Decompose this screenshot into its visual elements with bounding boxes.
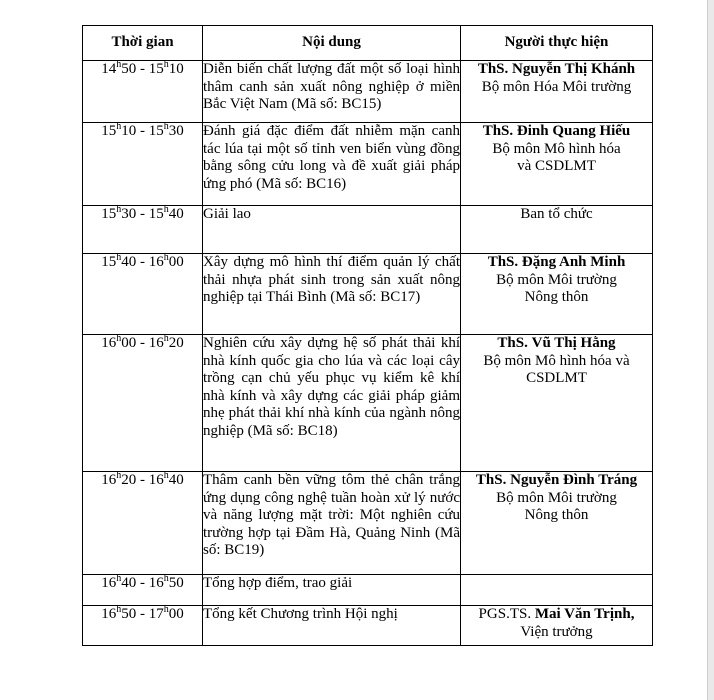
end-hour: 15 xyxy=(148,61,164,77)
table-row xyxy=(83,575,653,606)
person-cell xyxy=(461,254,653,335)
person-title: ThS. xyxy=(475,472,507,488)
start-hour: 16 xyxy=(101,335,117,351)
time-separator: - xyxy=(136,472,149,488)
person-cell xyxy=(461,206,653,254)
person-cell xyxy=(461,123,653,206)
start-minute: 40 xyxy=(121,254,137,270)
end-hour-suffix: h xyxy=(163,604,169,615)
person-line xyxy=(461,606,652,624)
person-title: ThS. xyxy=(477,61,509,77)
header-content: Nội dung xyxy=(203,26,461,61)
person-title: ThS. xyxy=(497,335,528,351)
content-cell: Đánh giá đặc điểm đất nhiễm mặn canh tác lúa tại một số tỉnh ven biển vùng đồng bằng sông cửu long và đề xuất giải pháp ứng phó (Mã số: BC16) xyxy=(203,123,461,206)
person-line xyxy=(461,335,652,353)
end-hour-suffix: h xyxy=(163,252,169,263)
start-hour-suffix: h xyxy=(116,604,122,615)
end-hour: 15 xyxy=(148,206,164,222)
time-cell xyxy=(83,123,203,206)
table-row xyxy=(83,606,653,646)
start-hour-suffix: h xyxy=(116,204,122,215)
content-cell: Xây dựng mô hình thí điểm quản lý chất thải nhựa phát sinh trong sản xuất nông nghiệp tại Thái Bình (Mã số: BC17) xyxy=(203,254,461,335)
time-cell xyxy=(83,61,203,123)
content-cell: Giải lao xyxy=(203,206,461,254)
time-cell xyxy=(83,254,203,335)
affiliation-line: Ban tổ chức xyxy=(520,206,593,222)
start-hour: 15 xyxy=(101,254,117,270)
person-cell xyxy=(461,472,653,575)
end-minute: 40 xyxy=(168,472,184,488)
person-name: Đặng Anh Minh xyxy=(521,254,626,270)
start-hour-suffix: h xyxy=(116,59,122,70)
schedule-body xyxy=(83,61,653,646)
person-cell xyxy=(461,335,653,472)
affiliation-line: Nông thôn xyxy=(524,507,589,524)
end-minute: 50 xyxy=(168,575,184,591)
start-hour-suffix: h xyxy=(116,470,122,481)
start-hour: 15 xyxy=(101,123,117,139)
end-hour: 16 xyxy=(148,472,164,488)
affiliation-line: Viện trưởng xyxy=(520,623,593,640)
end-minute: 30 xyxy=(168,123,184,139)
table-row xyxy=(83,123,653,206)
schedule-table xyxy=(82,25,653,646)
time-cell xyxy=(83,606,203,646)
affiliation-line: Bộ môn Môi trường xyxy=(496,271,617,288)
end-minute: 00 xyxy=(168,606,184,622)
end-hour-suffix: h xyxy=(163,573,169,584)
affiliation-line: Bộ môn Mô hình hóa và xyxy=(483,352,630,369)
end-hour: 15 xyxy=(148,123,164,139)
start-minute: 50 xyxy=(121,61,137,77)
time-separator: - xyxy=(136,335,149,351)
start-hour: 14 xyxy=(101,61,117,77)
start-hour-suffix: h xyxy=(116,121,122,132)
person-line xyxy=(461,61,652,79)
person-title: ThS. xyxy=(482,123,514,139)
time-cell xyxy=(83,575,203,606)
time-cell xyxy=(83,206,203,254)
end-hour: 17 xyxy=(148,606,164,622)
time-separator: - xyxy=(136,123,149,139)
end-hour: 16 xyxy=(148,254,164,270)
end-hour-suffix: h xyxy=(163,204,169,215)
table-row xyxy=(83,335,653,472)
time-cell xyxy=(83,335,203,472)
end-hour-suffix: h xyxy=(163,333,169,344)
affiliation-line: Bộ môn Hóa Môi trường xyxy=(481,78,632,95)
end-minute: 00 xyxy=(168,254,184,270)
end-hour-suffix: h xyxy=(163,121,169,132)
table-row xyxy=(83,472,653,575)
start-minute: 50 xyxy=(121,606,137,622)
start-hour-suffix: h xyxy=(116,252,122,263)
person-title: PGS.TS. xyxy=(478,606,532,622)
start-minute: 20 xyxy=(121,472,137,488)
person-cell xyxy=(461,606,653,646)
end-minute: 10 xyxy=(168,61,184,77)
end-hour: 16 xyxy=(148,335,164,351)
person-title: ThS. xyxy=(487,254,519,270)
affiliation-line: Nông thôn xyxy=(524,289,589,306)
content-cell: Tổng kết Chương trình Hội nghị xyxy=(203,606,461,646)
header-time: Thời gian xyxy=(83,26,203,61)
content-cell: Diễn biến chất lượng đất một số loại hình thâm canh sản xuất nông nghiệp ở miền Bắc Việt Nam (Mã số: BC15) xyxy=(203,61,461,123)
person-line xyxy=(461,472,652,490)
start-minute: 10 xyxy=(121,123,137,139)
person-line xyxy=(461,254,652,272)
time-separator: - xyxy=(136,575,149,591)
person-cell xyxy=(461,575,653,606)
page-edge xyxy=(707,0,714,700)
person-name: Vũ Thị Hằng xyxy=(531,335,616,351)
start-hour-suffix: h xyxy=(116,333,122,344)
affiliation-line: Bộ môn Mô hình hóa xyxy=(492,140,621,157)
person-cell xyxy=(461,61,653,123)
time-separator: - xyxy=(136,606,149,622)
person-name: Nguyễn Đình Tráng xyxy=(510,472,638,488)
content-cell: Tổng hợp điểm, trao giải xyxy=(203,575,461,606)
start-hour: 16 xyxy=(101,606,117,622)
start-minute: 30 xyxy=(121,206,137,222)
start-hour: 15 xyxy=(101,206,117,222)
start-hour: 16 xyxy=(101,575,117,591)
person-name: Đinh Quang Hiếu xyxy=(516,123,631,139)
end-minute: 20 xyxy=(168,335,184,351)
content-cell: Nghiên cứu xây dựng hệ số phát thải khí nhà kính quốc gia cho lúa và các loại cây trồng cạn chủ yếu phục vụ kiểm kê khí nhà kính và xây dựng các giải pháp giảm nhẹ phát thải khí nhà kính của ngành nông nghiệp (Mã số: BC18) xyxy=(203,335,461,472)
time-separator: - xyxy=(136,254,149,270)
person-name: Mai Văn Trịnh, xyxy=(534,606,635,622)
start-minute: 00 xyxy=(121,335,137,351)
end-minute: 40 xyxy=(168,206,184,222)
end-hour: 16 xyxy=(148,575,164,591)
start-hour: 16 xyxy=(101,472,117,488)
end-hour-suffix: h xyxy=(163,59,169,70)
start-minute: 40 xyxy=(121,575,137,591)
table-row xyxy=(83,206,653,254)
affiliation-line: Bộ môn Môi trường xyxy=(496,489,617,506)
time-separator: - xyxy=(136,61,149,77)
person-name: Nguyễn Thị Khánh xyxy=(512,61,636,77)
time-cell xyxy=(83,472,203,575)
person-line xyxy=(461,123,652,141)
affiliation-line: và CSDLMT xyxy=(517,158,596,175)
header-person: Người thực hiện xyxy=(461,26,653,61)
table-row xyxy=(83,61,653,123)
header-row xyxy=(83,26,653,61)
end-hour-suffix: h xyxy=(163,470,169,481)
time-separator: - xyxy=(136,206,149,222)
affiliation-line: CSDLMT xyxy=(526,370,587,387)
content-cell: Thâm canh bền vững tôm thẻ chân trắng ứng dụng công nghệ tuần hoàn xử lý nước và năng lượng mặt trời: Một nghiên cứu trường hợp tại Đầm Hà, Quảng Ninh (Mã số: BC19) xyxy=(203,472,461,575)
table-row xyxy=(83,254,653,335)
start-hour-suffix: h xyxy=(116,573,122,584)
